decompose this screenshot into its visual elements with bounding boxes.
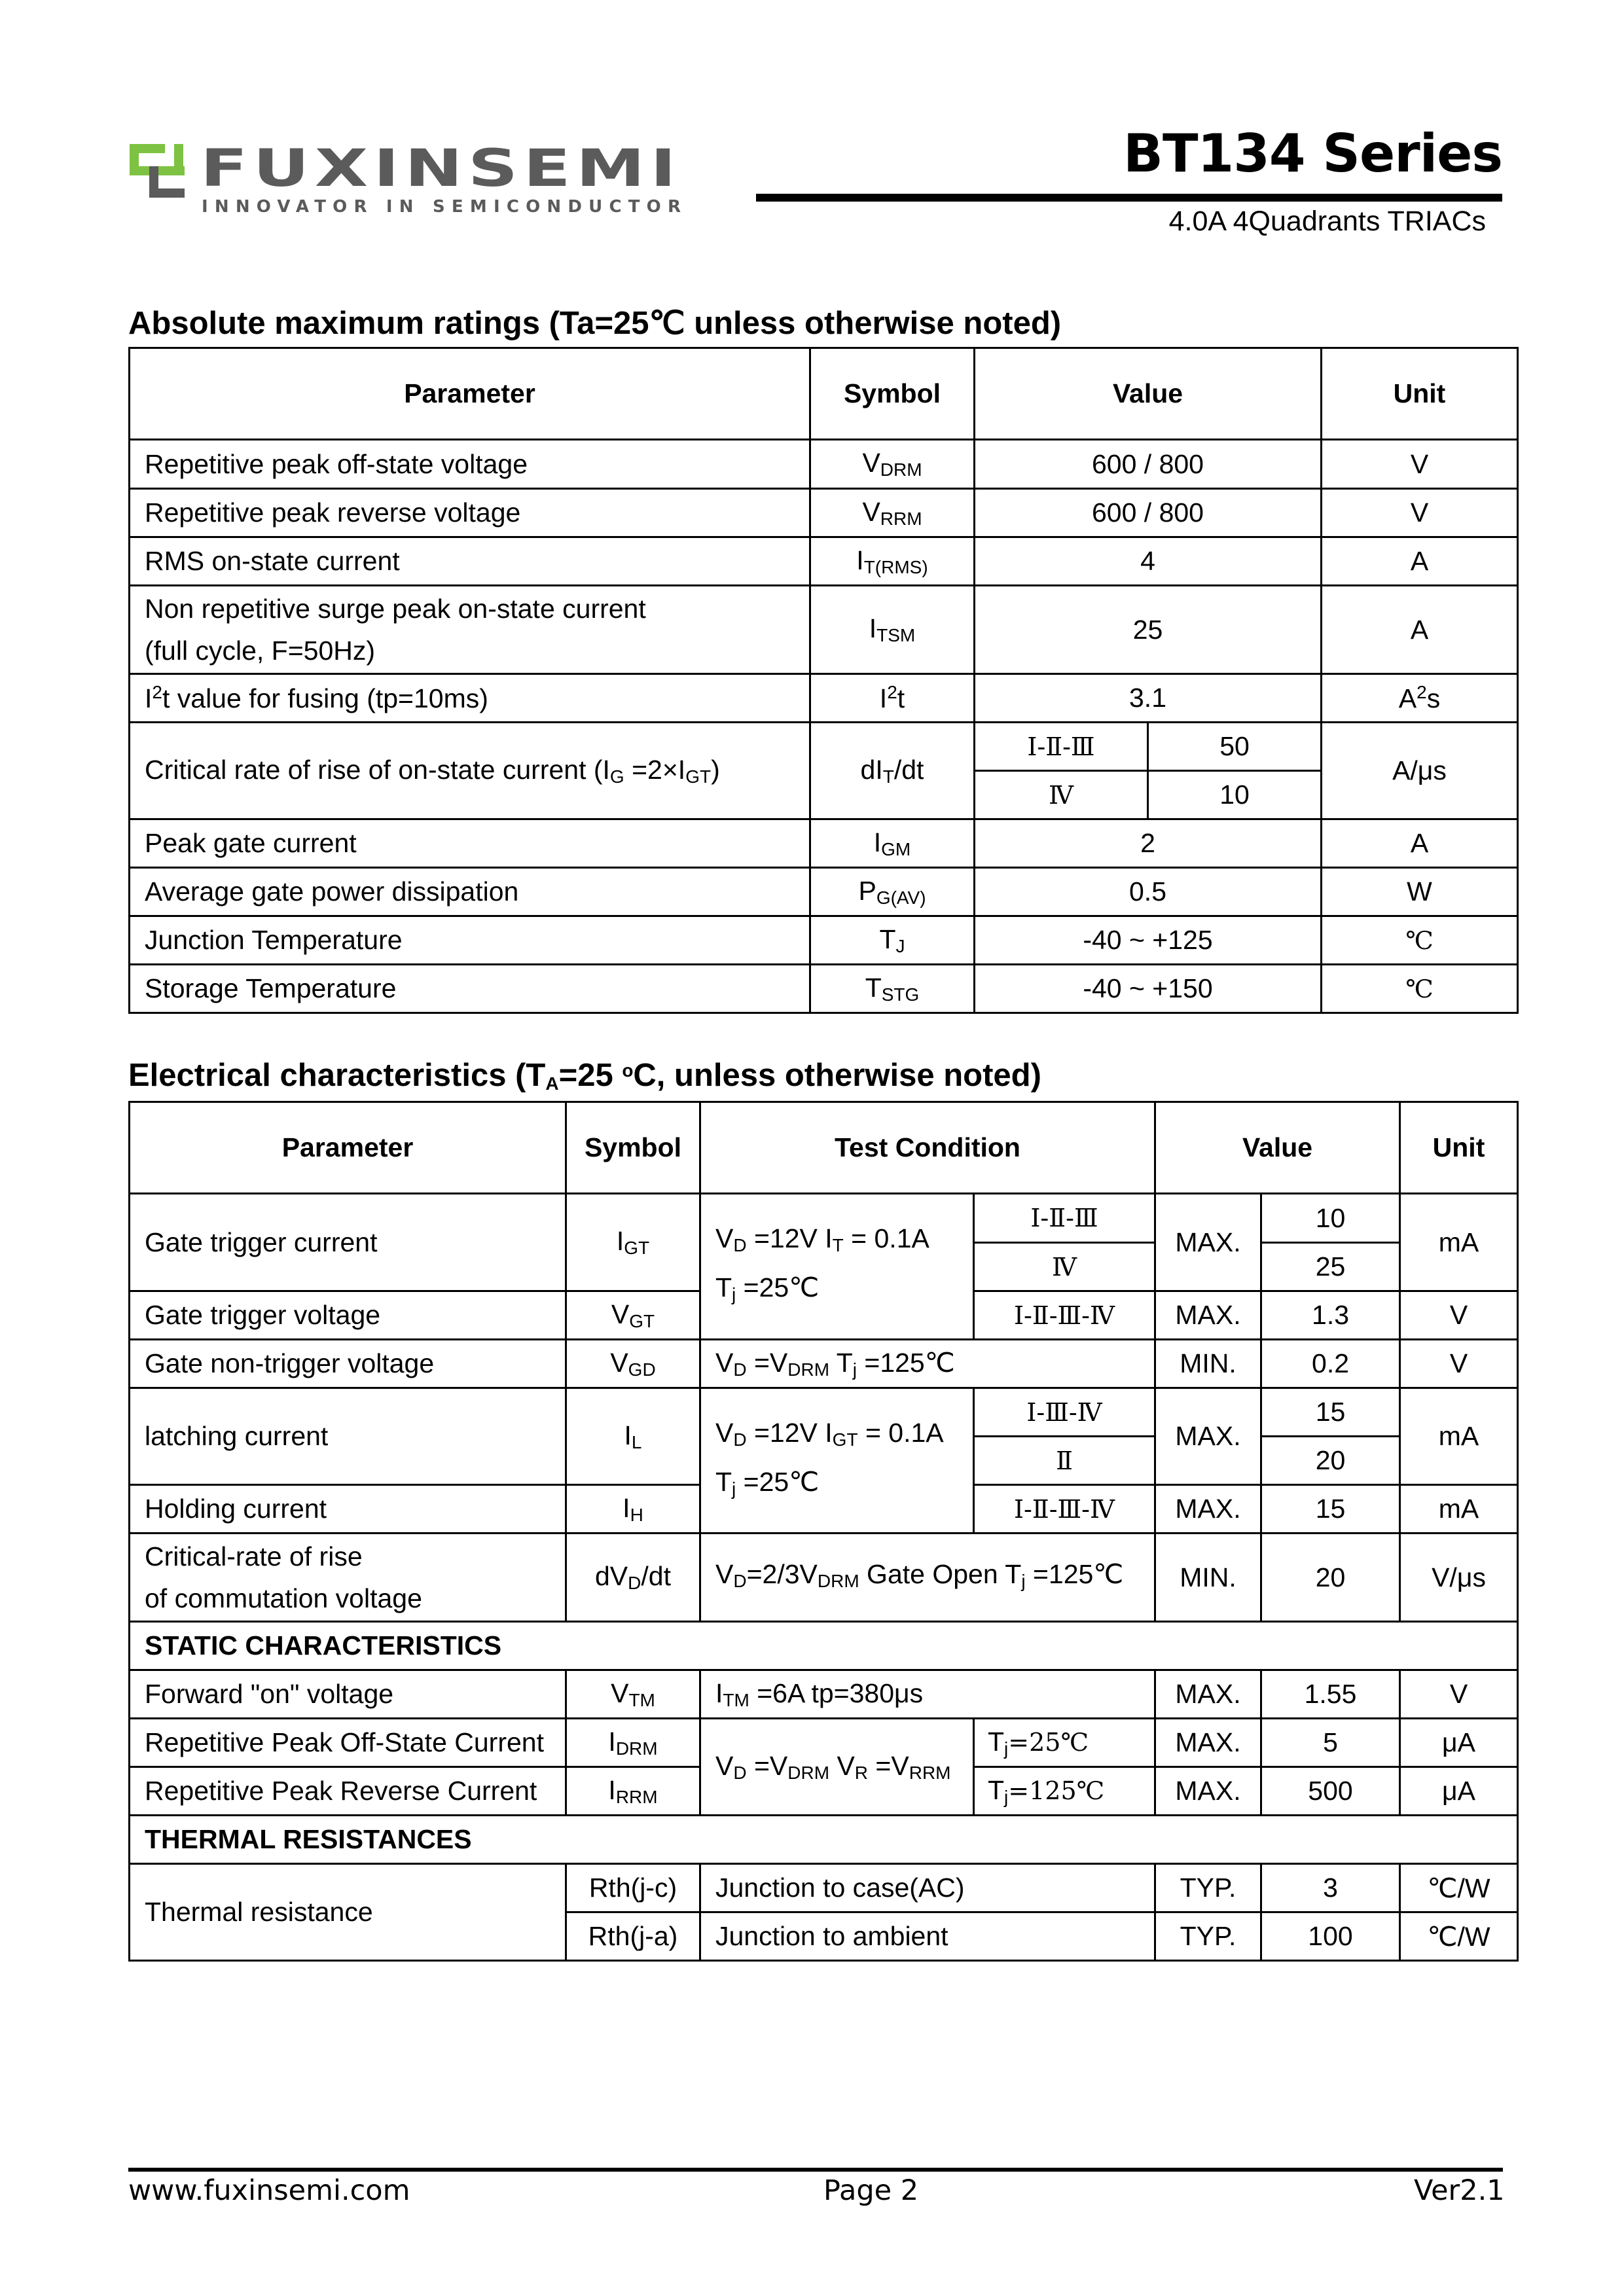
table-row xyxy=(130,916,1518,965)
param-cell: Critical-rate of rise of commutation voltage xyxy=(130,1534,566,1622)
condition-cell: $V_D =V_{DRM}$ $T_j$ =125℃ xyxy=(700,1340,1155,1388)
table-row xyxy=(130,1670,1518,1719)
unit-cell: V xyxy=(1400,1670,1518,1719)
symbol-cell: Rth(j-c) xyxy=(566,1864,700,1912)
symbol-cell: $dI_T/dt$ xyxy=(810,723,975,819)
symbol-cell: $V_{DRM}$ xyxy=(810,440,975,489)
section-header-thermal: THERMAL RESISTANCES xyxy=(130,1816,1518,1864)
table-row xyxy=(130,674,1518,723)
unit-cell: ℃ xyxy=(1322,965,1518,1013)
unit-cell: V xyxy=(1400,1291,1518,1340)
unit-cell: A/μs xyxy=(1322,723,1518,819)
param-cell: Average gate power dissipation xyxy=(130,868,810,916)
footer-version: Ver2.1 xyxy=(1414,2174,1505,2207)
symbol-cell: $I_{RRM}$ xyxy=(566,1767,700,1816)
param-cell: Storage Temperature xyxy=(130,965,810,1013)
table-header-row xyxy=(130,1102,1518,1194)
limit-cell: MIN. xyxy=(1155,1534,1261,1622)
limit-cell: TYP. xyxy=(1155,1912,1261,1961)
table-row xyxy=(130,1194,1518,1243)
footer-page-number: Page 2 xyxy=(823,2174,919,2207)
limit-cell: MIN. xyxy=(1155,1340,1261,1388)
condition-cell: Junction to case(AC) xyxy=(700,1864,1155,1912)
symbol-cell: $V_{GD}$ xyxy=(566,1340,700,1388)
value-cell: 3 xyxy=(1261,1864,1400,1912)
symbol-cell: $T_{STG}$ xyxy=(810,965,975,1013)
value-cell: 2 xyxy=(975,819,1322,868)
value-cell: 50 xyxy=(1148,723,1322,771)
logo-wordmark: FUXINSEMI xyxy=(200,139,681,198)
table-section-row xyxy=(130,1816,1518,1864)
quadrant-cell: Ⅰ-Ⅱ-Ⅲ xyxy=(974,1194,1155,1243)
temp-cell: $T_j=125℃$ xyxy=(974,1767,1155,1816)
value-cell: 4 xyxy=(975,537,1322,586)
value-cell: 15 xyxy=(1261,1388,1400,1437)
param-cell: Repetitive peak off-state voltage xyxy=(130,440,810,489)
symbol-cell: $I_{DRM}$ xyxy=(566,1719,700,1767)
limit-cell: MAX. xyxy=(1155,1485,1261,1534)
unit-cell: A xyxy=(1322,586,1518,674)
value-cell: -40 ~ +125 xyxy=(975,916,1322,965)
param-cell: RMS on-state current xyxy=(130,537,810,586)
unit-cell: V xyxy=(1400,1340,1518,1388)
unit-cell: mA xyxy=(1400,1485,1518,1534)
limit-cell: MAX. xyxy=(1155,1291,1261,1340)
symbol-cell: $I_{T(RMS)}$ xyxy=(810,537,975,586)
table-row xyxy=(130,440,1518,489)
unit-cell: V xyxy=(1322,489,1518,537)
value-cell: 600 / 800 xyxy=(975,440,1322,489)
table-row xyxy=(130,819,1518,868)
unit-cell: μA xyxy=(1400,1767,1518,1816)
temp-cell: $T_j=25℃$ xyxy=(974,1719,1155,1767)
header-rule xyxy=(756,194,1502,202)
symbol-cell: $I_{TSM}$ xyxy=(810,586,975,674)
param-cell: Peak gate current xyxy=(130,819,810,868)
column-header: Unit xyxy=(1322,348,1518,440)
table-row xyxy=(130,1340,1518,1388)
symbol-cell: $V_{GT}$ xyxy=(566,1291,700,1340)
unit-cell: ℃ xyxy=(1322,916,1518,965)
table-row xyxy=(130,1719,1518,1767)
table-row xyxy=(130,1534,1518,1622)
quadrant-cell: Ⅳ xyxy=(975,771,1148,819)
section-title-absolute-ratings: Absolute maximum ratings (Ta=25℃ unless otherwise noted) xyxy=(128,306,1062,341)
quadrant-cell: Ⅳ xyxy=(974,1243,1155,1291)
value-cell: 20 xyxy=(1261,1437,1400,1485)
unit-cell: W xyxy=(1322,868,1518,916)
value-cell: -40 ~ +150 xyxy=(975,965,1322,1013)
symbol-cell: $V_{RRM}$ xyxy=(810,489,975,537)
table-row xyxy=(130,489,1518,537)
unit-cell: A xyxy=(1322,537,1518,586)
symbol-cell: $I^2t$ xyxy=(810,674,975,723)
unit-cell: A xyxy=(1322,819,1518,868)
param-cell: Repetitive Peak Reverse Current xyxy=(130,1767,566,1816)
column-header: Unit xyxy=(1400,1102,1518,1194)
column-header: Test Condition xyxy=(700,1102,1155,1194)
unit-cell: ℃/W xyxy=(1400,1864,1518,1912)
electrical-characteristics-table xyxy=(128,1101,1519,1962)
section-title-electrical: Electrical characteristics ($T_A=25$ $^o$C, unless otherwise noted) xyxy=(128,1058,1041,1094)
unit-cell: V/μs xyxy=(1400,1534,1518,1622)
column-header: Parameter xyxy=(130,1102,566,1194)
value-cell: 25 xyxy=(975,586,1322,674)
table-header-row xyxy=(130,348,1518,440)
unit-cell: μA xyxy=(1400,1719,1518,1767)
value-cell: 25 xyxy=(1261,1243,1400,1291)
param-cell: Forward "on" voltage xyxy=(130,1670,566,1719)
limit-cell: TYP. xyxy=(1155,1864,1261,1912)
param-cell: Non repetitive surge peak on-state current (full cycle, F=50Hz) xyxy=(130,586,810,674)
logo-mark-icon xyxy=(130,144,185,198)
condition-cell: $V_D =12V$ $I_T = 0.1A$ $T_j$ =25℃ xyxy=(700,1194,974,1340)
param-cell: Holding current xyxy=(130,1485,566,1534)
value-cell: 0.5 xyxy=(975,868,1322,916)
symbol-cell: $P_{G(AV)}$ xyxy=(810,868,975,916)
param-cell: Thermal resistance xyxy=(130,1864,566,1961)
param-cell: Repetitive peak reverse voltage xyxy=(130,489,810,537)
company-logo xyxy=(130,139,686,217)
value-cell: 10 xyxy=(1148,771,1322,819)
section-header-static: STATIC CHARACTERISTICS xyxy=(130,1622,1518,1670)
param-cell: Junction Temperature xyxy=(130,916,810,965)
table-row xyxy=(130,1864,1518,1912)
value-cell: 500 xyxy=(1261,1767,1400,1816)
param-cell: latching current xyxy=(130,1388,566,1485)
quadrant-cell: Ⅰ-Ⅱ-Ⅲ-Ⅳ xyxy=(974,1485,1155,1534)
condition-cell: Junction to ambient xyxy=(700,1912,1155,1961)
value-cell: 600 / 800 xyxy=(975,489,1322,537)
param-cell: Critical rate of rise of on-state current $(I_G =2\times I_{GT})$ xyxy=(130,723,810,819)
symbol-cell: $dV_D/dt$ xyxy=(566,1534,700,1622)
table-section-row xyxy=(130,1622,1518,1670)
series-title: BT134 Series xyxy=(1123,123,1502,184)
value-cell: 100 xyxy=(1261,1912,1400,1961)
symbol-cell: $I_H$ xyxy=(566,1485,700,1534)
value-cell: 10 xyxy=(1261,1194,1400,1243)
symbol-cell: $I_L$ xyxy=(566,1388,700,1485)
param-cell: Gate trigger voltage xyxy=(130,1291,566,1340)
condition-cell: $V_D =12V$ $I_{GT} = 0.1A$ $T_j$ =25℃ xyxy=(700,1388,974,1534)
value-cell: 1.55 xyxy=(1261,1670,1400,1719)
footer-rule xyxy=(128,2168,1503,2172)
quadrant-cell: Ⅰ-Ⅱ-Ⅲ-Ⅳ xyxy=(974,1291,1155,1340)
value-cell: 5 xyxy=(1261,1719,1400,1767)
absolute-ratings-table xyxy=(128,347,1519,1014)
footer-website-link[interactable]: www.fuxinsemi.com xyxy=(128,2174,410,2207)
table-row xyxy=(130,965,1518,1013)
symbol-cell: Rth(j-a) xyxy=(566,1912,700,1961)
value-cell: 3.1 xyxy=(975,674,1322,723)
quadrant-cell: Ⅱ xyxy=(974,1437,1155,1485)
value-cell: 1.3 xyxy=(1261,1291,1400,1340)
param-cell: Gate non-trigger voltage xyxy=(130,1340,566,1388)
condition-cell: $I_{TM} =6A$ tp=380μs xyxy=(700,1670,1155,1719)
table-row xyxy=(130,586,1518,674)
unit-cell: mA xyxy=(1400,1388,1518,1485)
symbol-cell: $T_J$ xyxy=(810,916,975,965)
symbol-cell: $I_{GT}$ xyxy=(566,1194,700,1291)
param-cell: Repetitive Peak Off-State Current xyxy=(130,1719,566,1767)
symbol-cell: $I_{GM}$ xyxy=(810,819,975,868)
series-subtitle: 4.0A 4Quadrants TRIACs xyxy=(1168,206,1486,237)
param-cell: Gate trigger current xyxy=(130,1194,566,1291)
value-cell: 20 xyxy=(1261,1534,1400,1622)
unit-cell: ℃/W xyxy=(1400,1912,1518,1961)
column-header: Symbol xyxy=(810,348,975,440)
value-cell: 0.2 xyxy=(1261,1340,1400,1388)
column-header: Parameter xyxy=(130,348,810,440)
limit-cell: MAX. xyxy=(1155,1388,1261,1485)
table-row xyxy=(130,723,1518,771)
quadrant-cell: Ⅰ-Ⅲ-Ⅳ xyxy=(974,1388,1155,1437)
param-cell: $I^2t$ value for fusing (tp=10ms) xyxy=(130,674,810,723)
unit-cell: $A^2s$ xyxy=(1322,674,1518,723)
condition-cell: $V_D=2/3V_{DRM}$ Gate Open $T_j$ =125℃ xyxy=(700,1534,1155,1622)
limit-cell: MAX. xyxy=(1155,1767,1261,1816)
column-header: Symbol xyxy=(566,1102,700,1194)
table-row xyxy=(130,868,1518,916)
unit-cell: mA xyxy=(1400,1194,1518,1291)
column-header: Value xyxy=(975,348,1322,440)
limit-cell: MAX. xyxy=(1155,1194,1261,1291)
logo-tagline: INNOVATOR IN SEMICONDUCTOR xyxy=(202,197,681,217)
table-row xyxy=(130,1388,1518,1437)
limit-cell: MAX. xyxy=(1155,1719,1261,1767)
table-row xyxy=(130,537,1518,586)
quadrant-cell: Ⅰ-Ⅱ-Ⅲ xyxy=(975,723,1148,771)
unit-cell: V xyxy=(1322,440,1518,489)
column-header: Value xyxy=(1155,1102,1400,1194)
symbol-cell: $V_{TM}$ xyxy=(566,1670,700,1719)
value-cell: 15 xyxy=(1261,1485,1400,1534)
condition-cell: $V_D =V_{DRM}$ $V_R =V_{RRM}$ xyxy=(700,1719,974,1816)
limit-cell: MAX. xyxy=(1155,1670,1261,1719)
